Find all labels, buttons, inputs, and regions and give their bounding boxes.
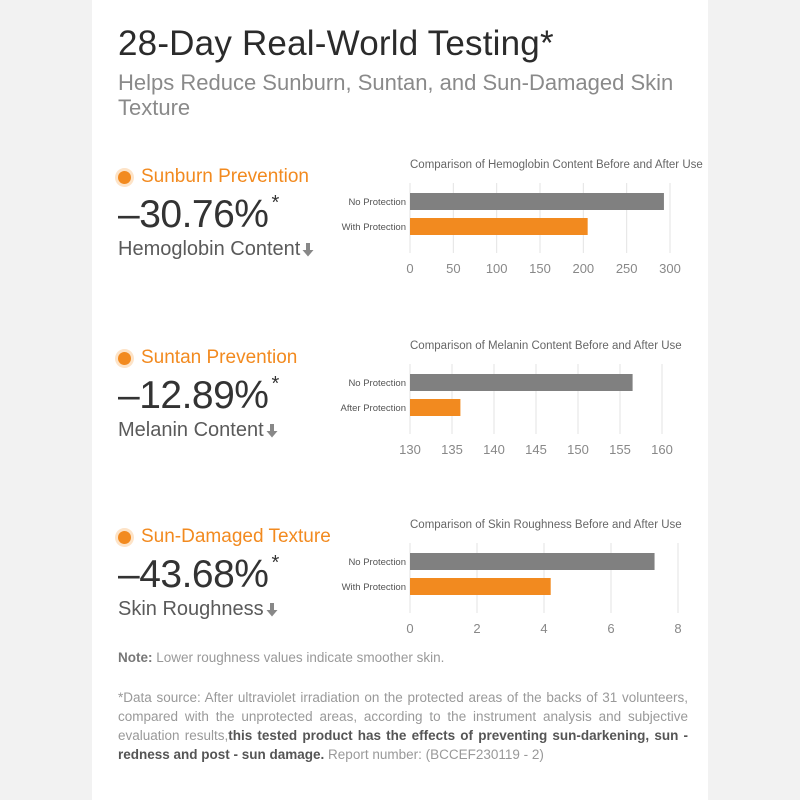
x-tick-label: 4 — [540, 621, 548, 636]
section-title: Sunburn Prevention — [141, 166, 309, 187]
stat-number: –43.68% — [118, 553, 269, 596]
x-tick-label: 200 — [572, 261, 595, 276]
metric-label — [118, 238, 314, 261]
stat-asterisk: * — [271, 552, 279, 574]
page-title: 28-Day Real-World Testing* — [118, 24, 554, 63]
stat-number: –12.89% — [118, 374, 269, 417]
metric-text: Hemoglobin Content — [118, 238, 301, 260]
bar-chart-melanin — [322, 354, 702, 466]
metric-text: Skin Roughness — [118, 598, 264, 620]
note-label: Note: — [118, 650, 153, 665]
footnote-claim: this tested product has the effects of preventing sun-darkening, sun - redness and post - sun damage. — [118, 728, 688, 762]
x-tick-label: 6 — [607, 621, 615, 636]
x-tick-label: 300 — [659, 261, 681, 276]
section-sunburn — [92, 159, 708, 335]
bullet-icon — [118, 352, 131, 365]
stat-asterisk: * — [271, 373, 279, 395]
stat-number: –30.76% — [118, 193, 269, 236]
category-label: No Protection — [348, 557, 406, 568]
chart-title: Comparison of Melanin Content Before and After Use — [410, 340, 682, 352]
x-tick-label: 140 — [483, 442, 505, 457]
x-tick-label: 150 — [529, 261, 551, 276]
footnote-report: Report number: (BCCEF230119 - 2) — [324, 747, 544, 762]
section-heading — [118, 165, 309, 189]
x-tick-label: 130 — [399, 442, 421, 457]
category-label: After Protection — [340, 403, 406, 414]
bar-with-protection — [410, 218, 588, 235]
bar-with-protection — [410, 578, 551, 595]
note-text: Lower roughness values indicate smoother skin. — [152, 650, 445, 665]
chart-title: Comparison of Skin Roughness Before and After Use — [410, 519, 682, 531]
category-label: No Protection — [348, 197, 406, 208]
x-tick-label: 155 — [609, 442, 631, 457]
note — [118, 650, 444, 665]
bullet-icon — [118, 171, 131, 184]
page-subtitle: Helps Reduce Sunburn, Suntan, and Sun-Damaged Skin Texture — [118, 70, 674, 120]
metric-label — [118, 419, 278, 442]
arrow-down-icon — [266, 603, 278, 617]
category-label: No Protection — [348, 378, 406, 389]
x-tick-label: 2 — [473, 621, 481, 636]
bar-no-protection — [410, 374, 633, 391]
x-tick-label: 135 — [441, 442, 463, 457]
bar-chart-hemoglobin — [322, 173, 702, 285]
stat-value — [118, 373, 279, 418]
stat-asterisk: * — [271, 192, 279, 214]
bar-chart-roughness — [322, 533, 702, 645]
section-title: Sun-Damaged Texture — [141, 526, 331, 547]
metric-label — [118, 598, 278, 621]
bullet-icon — [118, 531, 131, 544]
section-suntan — [92, 340, 708, 516]
x-tick-label: 100 — [485, 261, 508, 276]
bar-no-protection — [410, 553, 655, 570]
stat-value — [118, 192, 279, 237]
section-heading — [118, 525, 331, 549]
footnote — [118, 688, 688, 764]
section-title: Suntan Prevention — [141, 347, 298, 368]
metric-text: Melanin Content — [118, 419, 264, 441]
section-heading — [118, 346, 297, 370]
stat-value — [118, 552, 279, 597]
category-label: With Protection — [341, 222, 406, 233]
bar-no-protection — [410, 193, 664, 210]
x-tick-label: 8 — [674, 621, 682, 636]
bar-with-protection — [410, 399, 460, 416]
category-label: With Protection — [341, 582, 406, 593]
arrow-down-icon — [302, 243, 314, 257]
footnote-source: *Data source: After ultraviolet irradiation on the protected areas of the backs of 31 volunteers, compared with the unprotected areas, according to the instrument analysis and subjective evaluation results, — [118, 690, 688, 743]
x-tick-label: 150 — [567, 442, 589, 457]
x-tick-label: 50 — [446, 261, 461, 276]
section-texture — [92, 519, 708, 695]
x-tick-label: 250 — [615, 261, 638, 276]
x-tick-label: 0 — [406, 261, 414, 276]
arrow-down-icon — [266, 424, 278, 438]
x-tick-label: 145 — [525, 442, 547, 457]
x-tick-label: 160 — [651, 442, 673, 457]
x-tick-label: 0 — [406, 621, 414, 636]
chart-title: Comparison of Hemoglobin Content Before and After Use — [410, 159, 703, 171]
page-card — [92, 0, 708, 800]
